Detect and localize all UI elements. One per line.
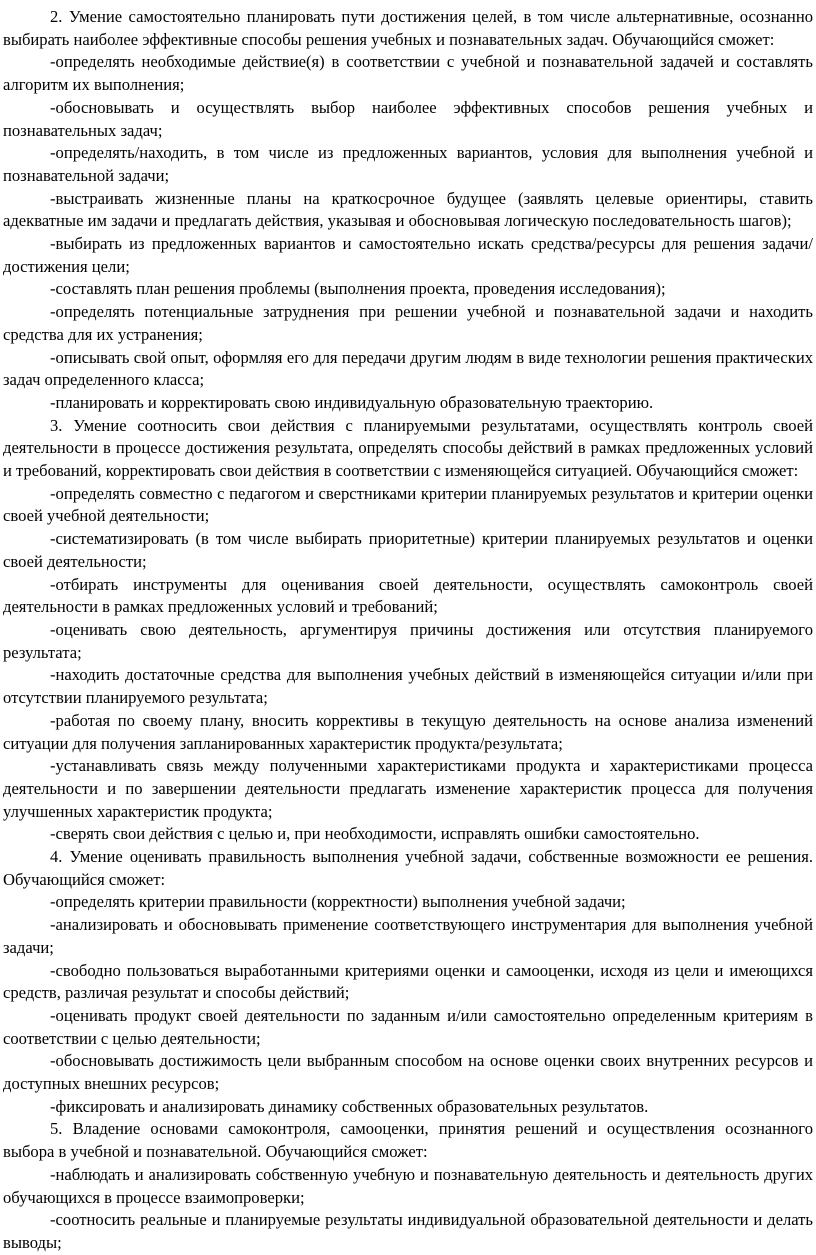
list-item: -сверять свои действия с целью и, при необходимости, исправлять ошибки самостоятельно.	[50, 824, 700, 844]
list-item: -определять необходимые действие(я) в соответствии с учебной и познавательной задачей и составлять алгоритм их выполнения;	[3, 52, 813, 95]
section-2-heading: 2. Умение самостоятельно планировать пути достижения целей, в том числе альтернативные, осознанно выбирать наиболее эффективные способы решения учебных и познавательных задач. Обучающийся сможет:	[3, 7, 813, 49]
list-item: -определять совместно с педагогом и сверстниками критерии планируемых результатов и критерии оценки своей учебной деятельности;	[3, 483, 813, 526]
list-item: -соотносить реальные и планируемые результаты индивидуальной образовательной деятельности и делать выводы;	[3, 1210, 813, 1252]
list-item: -оценивать продукт своей деятельности по заданным и/или самостоятельно определенным критериям в соответствии с целью деятельности;	[3, 1005, 813, 1048]
list-item: -определять потенциальные затруднения при решении учебной и познавательной задачи и находить средства для их устранения;	[3, 302, 813, 344]
list-item: -свободно пользоваться выработанными критериями оценки и самооценки, исходя из цели и имеющихся средств, различая результат и способы действий;	[3, 960, 813, 1003]
list-item: -работая по своему плану, вносить коррективы в текущую деятельность на основе анализа изменений ситуации для получения запланированных характеристик продукта/результата;	[3, 710, 813, 753]
section-5-heading: 5. Владение основами самоконтроля, самооценки, принятия решений и осуществления осознанного выбора в учебной и познавательной. Обучающийся сможет:	[3, 1119, 813, 1162]
list-item: -устанавливать связь между полученными характеристиками продукта и характеристиками процесса деятельности и по завершении деятельности предлагать изменение характеристик процесса для получения улучшенных характеристик продукта;	[3, 756, 813, 821]
list-item: -выстраивать жизненные планы на краткосрочное будущее (заявлять целевые ориентиры, ставить адекватные им задачи и предлагать действия, указывая и обосновывая логическую последовательность шагов);	[3, 188, 813, 231]
section-4-heading: 4. Умение оценивать правильность выполнения учебной задачи, собственные возможности ее решения. Обучающийся сможет:	[3, 847, 813, 889]
list-item: -находить достаточные средства для выполнения учебных действий в изменяющейся ситуации и/или при отсутствии планируемого результата;	[3, 665, 813, 708]
section-3-heading: 3. Умение соотносить свои действия с планируемыми результатами, осуществлять контроль своей деятельности в процессе достижения результата, определять способы действий в рамках предложенных условий и требований, корректировать свои действия в соответствии с изменяющейся ситуацией. Обучающийся сможет:	[3, 415, 813, 481]
list-item: -систематизировать (в том числе выбирать приоритетные) критерии планируемых результатов и оценки своей деятельности;	[3, 529, 813, 571]
list-item: -обосновывать достижимость цели выбранным способом на основе оценки своих внутренних ресурсов и доступных внешних ресурсов;	[3, 1051, 813, 1094]
list-item: -наблюдать и анализировать собственную учебную и познавательную деятельность и деятельность других обучающихся в процессе взаимопроверки;	[3, 1164, 813, 1207]
list-item: -оценивать свою деятельность, аргументируя причины достижения или отсутствия планируемого результата;	[3, 619, 813, 662]
list-item: -определять критерии правильности (корректности) выполнения учебной задачи;	[50, 892, 626, 912]
list-item: -планировать и корректировать свою индивидуальную образовательную траекторию.	[50, 392, 654, 412]
list-item: -описывать свой опыт, оформляя его для передачи другим людям в виде технологии решения практических задач определенного класса;	[3, 347, 813, 390]
list-item: -выбирать из предложенных вариантов и самостоятельно искать средства/ресурсы для решения задачи/достижения цели;	[3, 234, 813, 276]
list-item: -составлять план решения проблемы (выполнения проекта, проведения исследования);	[50, 279, 666, 299]
list-item: -отбирать инструменты для оценивания своей деятельности, осуществлять самоконтроль своей деятельности в рамках предложенных условий и требований;	[3, 574, 813, 617]
list-item: -анализировать и обосновывать применение соответствующего инструментария для выполнения учебной задачи;	[3, 915, 813, 957]
list-item: -обосновывать и осуществлять выбор наиболее эффективных способов решения учебных и познавательных задач;	[3, 97, 813, 140]
list-item: -определять/находить, в том числе из предложенных вариантов, условия для выполнения учебной и познавательной задачи;	[3, 143, 813, 185]
list-item: -фиксировать и анализировать динамику собственных образовательных результатов.	[50, 1096, 649, 1116]
